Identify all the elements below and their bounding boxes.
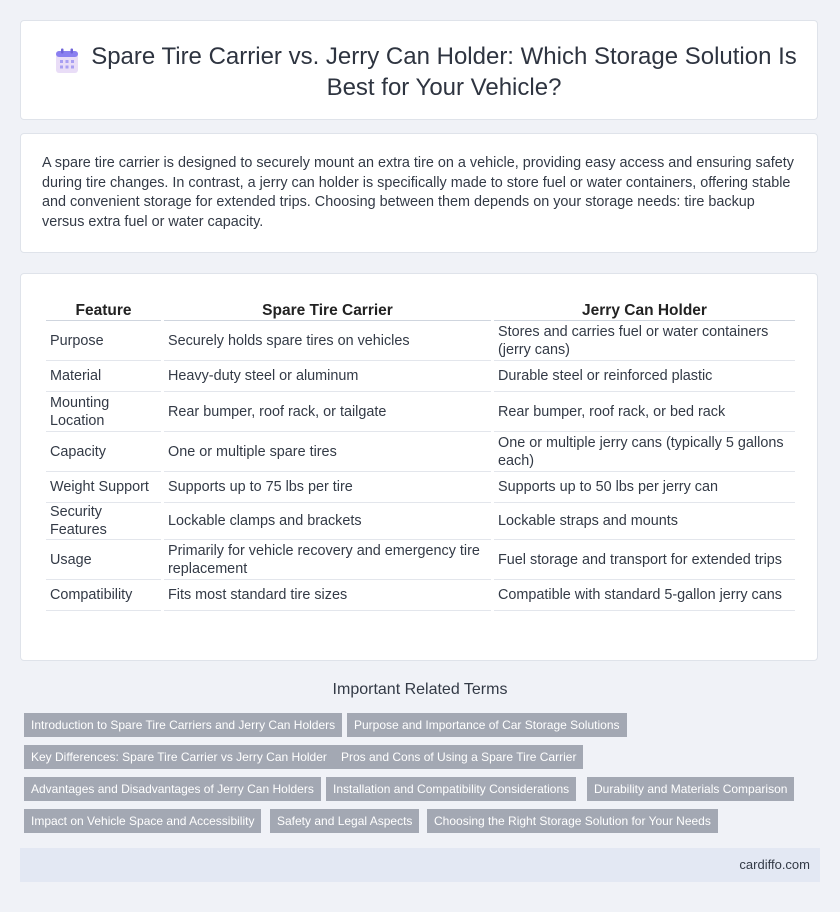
table-row (46, 392, 795, 432)
table-header-row (46, 296, 795, 321)
spare-tire-cell: Lockable clamps and brackets (164, 503, 491, 540)
feature-cell: Usage (46, 540, 161, 580)
related-term-tag[interactable]: Key Differences: Spare Tire Carrier vs Jerry Can Holder (24, 745, 334, 769)
related-term-tag[interactable]: Safety and Legal Aspects (270, 809, 419, 833)
comparison-card (20, 273, 818, 661)
jerry-can-cell: Compatible with standard 5-gallon jerry cans (494, 580, 795, 611)
related-term-tag[interactable]: Choosing the Right Storage Solution for Your Needs (427, 809, 718, 833)
table-row (46, 361, 795, 392)
spare-tire-cell: Heavy-duty steel or aluminum (164, 361, 491, 392)
related-term-tag[interactable]: Durability and Materials Comparison (587, 777, 794, 801)
related-term-tag[interactable]: Advantages and Disadvantages of Jerry Can Holders (24, 777, 321, 801)
header-jerry-can-holder: Jerry Can Holder (494, 296, 795, 321)
jerry-can-cell: Rear bumper, roof rack, or bed rack (494, 392, 795, 432)
table-row (46, 503, 795, 540)
spare-tire-cell: Securely holds spare tires on vehicles (164, 321, 491, 361)
site-link[interactable]: cardiffo.com (739, 857, 810, 872)
spare-tire-cell: Primarily for vehicle recovery and emergency tire replacement (164, 540, 491, 580)
table-row (46, 540, 795, 580)
feature-cell: Security Features (46, 503, 161, 540)
jerry-can-cell: Supports up to 50 lbs per jerry can (494, 472, 795, 503)
related-term-tag[interactable]: Impact on Vehicle Space and Accessibility (24, 809, 261, 833)
jerry-can-cell: Fuel storage and transport for extended trips (494, 540, 795, 580)
title-card (20, 20, 818, 120)
jerry-can-cell: Stores and carries fuel or water containers (jerry cans) (494, 321, 795, 361)
feature-cell: Capacity (46, 432, 161, 472)
feature-cell: Weight Support (46, 472, 161, 503)
comparison-table (43, 296, 798, 611)
spare-tire-cell: Supports up to 75 lbs per tire (164, 472, 491, 503)
spare-tire-cell: Rear bumper, roof rack, or tailgate (164, 392, 491, 432)
page-title: Spare Tire Carrier vs. Jerry Can Holder: Which Storage Solution Is Best for Your Vehicle? (91, 43, 797, 101)
footer-bar (20, 848, 820, 882)
related-terms-title: Important Related Terms (332, 681, 508, 698)
feature-cell: Mounting Location (46, 392, 161, 432)
header-feature: Feature (46, 296, 161, 321)
jerry-can-cell: Lockable straps and mounts (494, 503, 795, 540)
related-term-tag[interactable]: Pros and Cons of Using a Spare Tire Carrier (334, 745, 583, 769)
jerry-can-cell: Durable steel or reinforced plastic (494, 361, 795, 392)
table-row (46, 432, 795, 472)
feature-cell: Material (46, 361, 161, 392)
related-term-tag[interactable]: Introduction to Spare Tire Carriers and Jerry Can Holders (24, 713, 342, 737)
table-row (46, 472, 795, 503)
header-spare-tire-carrier: Spare Tire Carrier (164, 296, 491, 321)
intro-card (20, 133, 818, 253)
related-term-tag[interactable]: Installation and Compatibility Considerations (326, 777, 576, 801)
jerry-can-cell: One or multiple jerry cans (typically 5 gallons each) (494, 432, 795, 472)
related-term-tag[interactable]: Purpose and Importance of Car Storage Solutions (347, 713, 627, 737)
table-row (46, 580, 795, 611)
spare-tire-cell: Fits most standard tire sizes (164, 580, 491, 611)
table-row (46, 321, 795, 361)
feature-cell: Purpose (46, 321, 161, 361)
calendar-icon (55, 48, 79, 74)
intro-paragraph: A spare tire carrier is designed to securely mount an extra tire on a vehicle, providing easy access and ensuring safety during tire changes. In contrast, a jerry can holder is specifically made to store fuel or water containers, offering stable and convenient storage for extended trips. Choosing between them depends on your storage needs: tire backup versus extra fuel or water capacity. (42, 155, 794, 230)
spare-tire-cell: One or multiple spare tires (164, 432, 491, 472)
feature-cell: Compatibility (46, 580, 161, 611)
